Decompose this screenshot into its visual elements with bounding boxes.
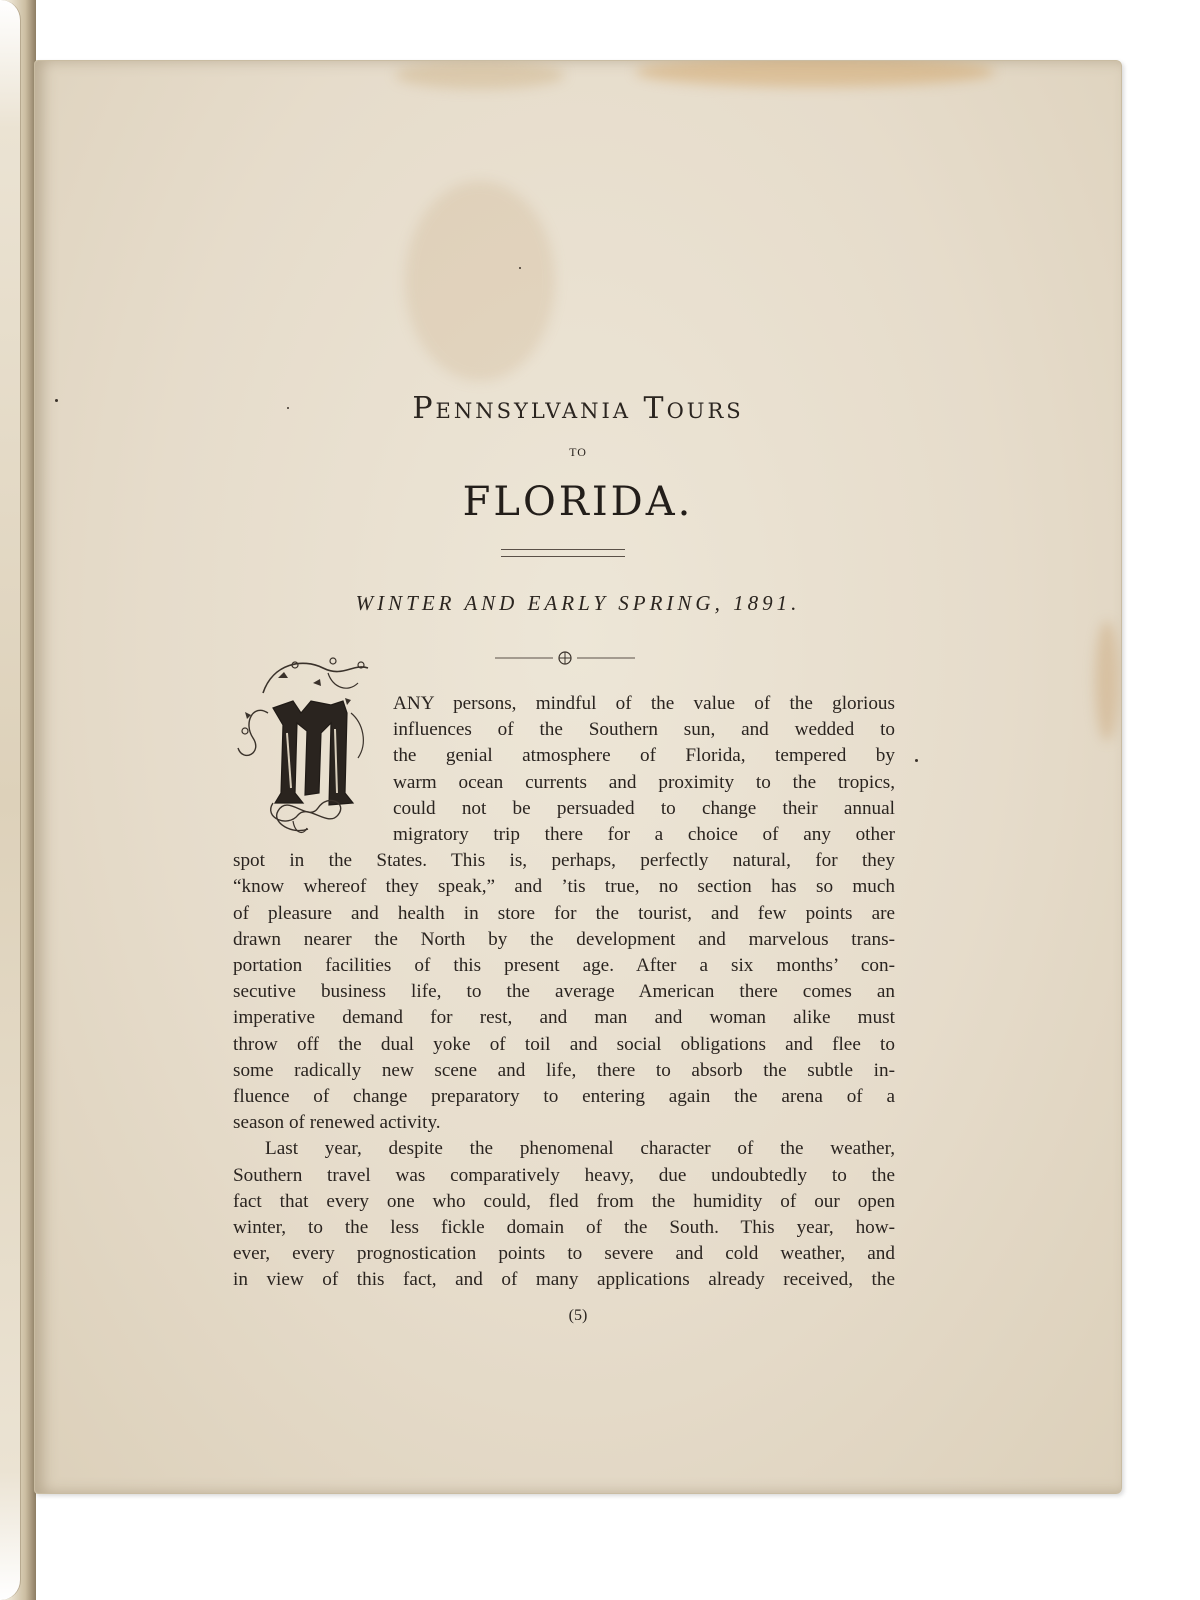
stain-right-edge bbox=[1095, 621, 1119, 741]
title-place: FLORIDA. bbox=[462, 479, 694, 525]
speck bbox=[915, 759, 918, 762]
body-line: fact that every one who could, fled from the humidity of our open bbox=[233, 1190, 895, 1212]
body-line: warm ocean currents and proximity to the tropics, bbox=[393, 771, 895, 793]
title-main: Pennsylvania Tours bbox=[412, 391, 744, 426]
body-line: the genial atmosphere of Florida, tempered by bbox=[393, 745, 895, 767]
subtitle: WINTER AND EARLY SPRING, 1891. bbox=[355, 591, 801, 615]
body-line: could not be persuaded to change their annual bbox=[393, 797, 895, 819]
speck bbox=[519, 267, 521, 269]
stain-top-right bbox=[635, 60, 995, 87]
body-line: portation facilities of this present age. After a six months’ con- bbox=[233, 955, 895, 977]
stain-top-left bbox=[395, 61, 565, 89]
body-line: season of renewed activity. bbox=[233, 1112, 441, 1134]
page-number: (5) bbox=[568, 1307, 588, 1324]
circle-cross-ornament-icon bbox=[495, 648, 635, 668]
body-line: in view of this fact, and of many applications already received, the bbox=[233, 1269, 895, 1291]
body-line: fluence of change preparatory to entering again the arena of a bbox=[233, 1086, 895, 1108]
double-rule-divider bbox=[501, 549, 625, 557]
stain-middle bbox=[405, 181, 555, 381]
body-line: of pleasure and health in store for the tourist, and few points are bbox=[233, 902, 895, 924]
body-line: Last year, despite the phenomenal character of the weather, bbox=[265, 1138, 895, 1160]
body-text bbox=[233, 691, 895, 1294]
book-spine-edge bbox=[0, 0, 21, 1600]
body-line: influences of the Southern sun, and wedded to bbox=[393, 719, 895, 741]
body-line: throw off the dual yoke of toil and social obligations and flee to bbox=[233, 1033, 895, 1055]
body-line: winter, to the less fickle domain of the South. This year, how- bbox=[233, 1217, 895, 1239]
body-line: Southern travel was comparatively heavy, due undoubtedly to the bbox=[233, 1164, 895, 1186]
body-line: imperative demand for rest, and man and woman alike must bbox=[233, 1007, 895, 1029]
body-line: migratory trip there for a choice of any other bbox=[393, 824, 895, 846]
body-line: spot in the States. This is, perhaps, perfectly natural, for they bbox=[233, 850, 895, 872]
book-page bbox=[34, 60, 1122, 1494]
body-line: ever, every prognostication points to severe and cold weather, and bbox=[233, 1243, 895, 1265]
body-line: secutive business life, to the average American there comes an bbox=[233, 981, 895, 1003]
body-line: “know whereof they speak,” and ’tis true, no section has so much bbox=[233, 876, 895, 898]
title-to: TO bbox=[569, 445, 587, 459]
body-line: drawn nearer the North by the development and marvelous trans- bbox=[233, 928, 895, 950]
body-line: ANY persons, mindful of the value of the glorious bbox=[393, 693, 895, 714]
body-line: some radically new scene and life, there to absorb the subtle in- bbox=[233, 1059, 895, 1081]
